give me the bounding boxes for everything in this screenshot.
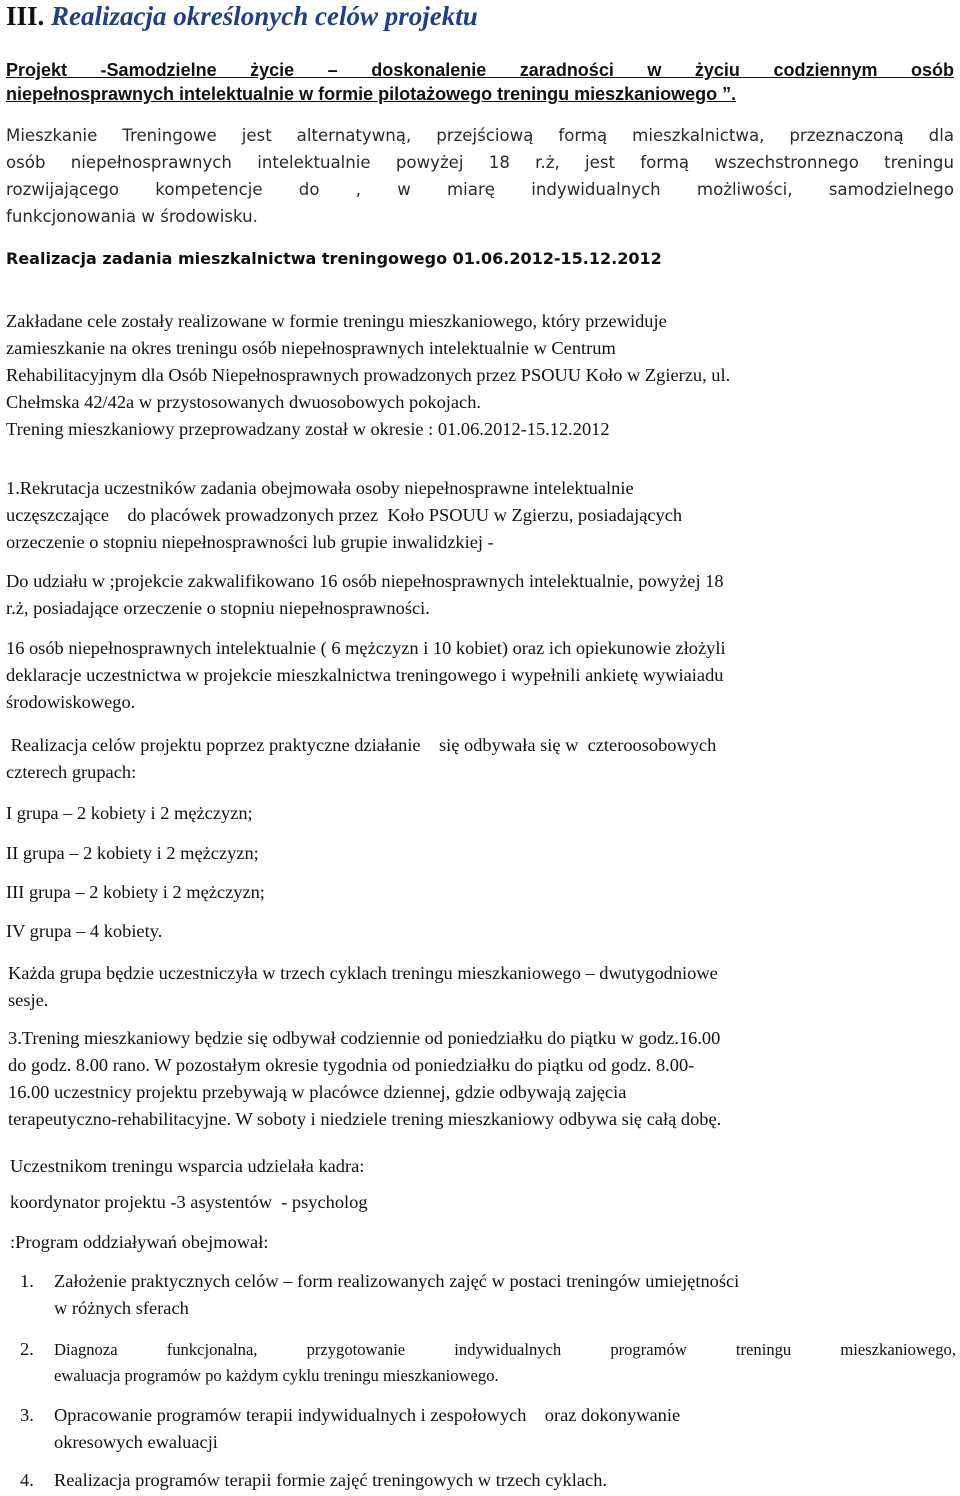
p6-line-1: Każda grupa będzie uczestniczyła w trzech cyklach treningu mieszkaniowego – dwutygodniowe	[8, 963, 718, 983]
p4-line-1: 16 osób niepełnosprawnych intelektualnie ( 6 mężczyzn i 10 kobiet) oraz ich opiekunowie złożyli	[6, 638, 726, 658]
program-item-3-line-1: Opracowanie programów terapii indywidualnych i zespołowych oraz dokonywanie	[54, 1405, 681, 1425]
program-item-1-line-1: Założenie praktycznych celów – form realizowanych zajęć w postaci treningów umiejętności	[54, 1271, 740, 1291]
program-intro: :Program oddziaływań obejmował:	[10, 1232, 269, 1252]
project-title-line-2: niepełnosprawnych intelektualnie w formie pilotażowego treningu mieszkaniowego ”.	[6, 84, 737, 104]
paragraph-recruitment	[6, 475, 956, 556]
intro-paragraph	[6, 122, 954, 230]
p7-line-4: terapeutyczno-rehabilitacyjne. W soboty i niedziele trening mieszkaniowy odbywa się całą dobę.	[8, 1109, 722, 1129]
program-item-2-number: 2.	[20, 1339, 34, 1359]
p2-line-2: uczęszczające do placówek prowadzonych przez Koło PSOUU w Zgierzu, posiadających	[6, 505, 683, 525]
p2-line-3: orzeczenie o stopniu niepełnosprawności lub grupie inwalidzkiej -	[6, 532, 494, 552]
p2-line-1: 1.Rekrutacja uczestników zadania obejmowała osoby niepełnosprawne intelektualnie	[6, 478, 634, 498]
program-item-2	[54, 1337, 956, 1389]
staff-intro: Uczestnikom treningu wsparcia udzielała kadra:	[10, 1156, 365, 1176]
program-item-4-number: 4.	[20, 1470, 34, 1490]
program-item-2-line-2: ewaluacja programów po każdym cyklu treningu mieszkaniowego.	[54, 1366, 499, 1385]
p6-line-2: sesje.	[8, 990, 49, 1010]
p1-line-1: Zakładane cele zostały realizowane w formie treningu mieszkaniowego, który przewiduje	[6, 311, 667, 331]
section-number: III.	[6, 1, 45, 31]
program-item-2-line-1: Diagnoza funkcjonalna, przygotowanie indywidualnych programów treningu mieszkaniowego,	[54, 1340, 956, 1359]
program-item-1	[54, 1268, 956, 1322]
program-item-4-line-1: Realizacja programów terapii formie zajęć treningowych w trzech cyklach.	[54, 1470, 607, 1490]
intro-line-3: rozwijającego kompetencje do , w miarę indywidualnych możliwości, samodzielnego	[6, 180, 954, 199]
paragraph-declarations	[6, 635, 956, 716]
p7-line-3: 16.00 uczestnicy projektu przebywają w placówce dziennej, gdzie odbywają zajęcia	[8, 1082, 627, 1102]
program-item-3-line-2: okresowych ewaluacji	[54, 1432, 218, 1452]
staff-list: koordynator projektu -3 asystentów - psycholog	[10, 1192, 368, 1212]
project-title	[6, 58, 954, 106]
p7-line-1: 3.Trening mieszkaniowy będzie się odbywał codziennie od poniedziałku do piątku w godz.16.00	[8, 1028, 721, 1048]
section-heading	[6, 0, 478, 32]
group-4: IV grupa – 4 kobiety.	[6, 921, 163, 941]
program-item-4	[54, 1467, 956, 1494]
project-title-line-1: Projekt -Samodzielne życie – doskonalenie zaradności w życiu codziennym osób	[6, 60, 954, 80]
intro-line-1: Mieszkanie Treningowe jest alternatywną, przejściową formą mieszkalnictwa, przeznaczoną dla	[6, 126, 954, 145]
p4-line-3: środowiskowego.	[6, 692, 136, 712]
p4-line-2: deklaracje uczestnictwa w projekcie mieszkalnictwa treningowego i wypełnili ankietę wywiaiadu	[6, 665, 724, 685]
paragraph-qualification	[6, 568, 956, 622]
paragraph-implementation	[6, 308, 956, 443]
program-item-3-number: 3.	[20, 1405, 34, 1425]
p3-line-2: r.ż, posiadające orzeczenie o stopniu niepełnosprawności.	[6, 598, 430, 618]
program-item-1-number: 1.	[20, 1271, 34, 1291]
program-item-1-line-2: w różnych sferach	[54, 1298, 189, 1318]
p1-line-3: Rehabilitacyjnym dla Osób Niepełnosprawnych prowadzonych przez PSOUU Koło w Zgierzu, ul.	[6, 365, 731, 385]
intro-line-4: funkcjonowania w środowisku.	[6, 207, 258, 226]
p1-line-2: zamieszkanie na okres treningu osób niepełnosprawnych intelektualnie w Centrum	[6, 338, 616, 358]
group-2: II grupa – 2 kobiety i 2 mężczyzn;	[6, 843, 259, 863]
p5-line-2: czterech grupach:	[6, 762, 137, 782]
paragraph-cycles	[8, 960, 956, 1014]
group-3: III grupa – 2 kobiety i 2 mężczyzn;	[6, 882, 265, 902]
section-title: Realizacja określonych celów projektu	[51, 1, 478, 31]
p7-line-2: do godz. 8.00 rano. W pozostałym okresie tygodnia od poniedziałku do piątku od godz. 8.00-	[8, 1055, 695, 1075]
p1-line-5: Trening mieszkaniowy przeprowadzany został w okresie : 01.06.2012-15.12.2012	[6, 419, 610, 439]
p5-line-1: Realizacja celów projektu poprzez praktyczne działanie się odbywała się w czteroosobowych	[6, 735, 717, 755]
program-item-3	[54, 1402, 956, 1456]
intro-line-2: osób niepełnosprawnych intelektualnie powyżej 18 r.ż, jest formą wszechstronnego treningu	[6, 153, 954, 172]
subheading: Realizacja zadania mieszkalnictwa treningowego 01.06.2012-15.12.2012	[6, 249, 662, 268]
p1-line-4: Chełmska 42/42a w przystosowanych dwuosobowych pokojach.	[6, 392, 482, 412]
paragraph-schedule	[8, 1025, 956, 1133]
p3-line-1: Do udziału w ;projekcie zakwalifikowano 16 osób niepełnosprawnych intelektualnie, powyżej 18	[6, 571, 724, 591]
paragraph-groups-intro	[6, 732, 956, 786]
group-1: I grupa – 2 kobiety i 2 mężczyzn;	[6, 803, 253, 823]
